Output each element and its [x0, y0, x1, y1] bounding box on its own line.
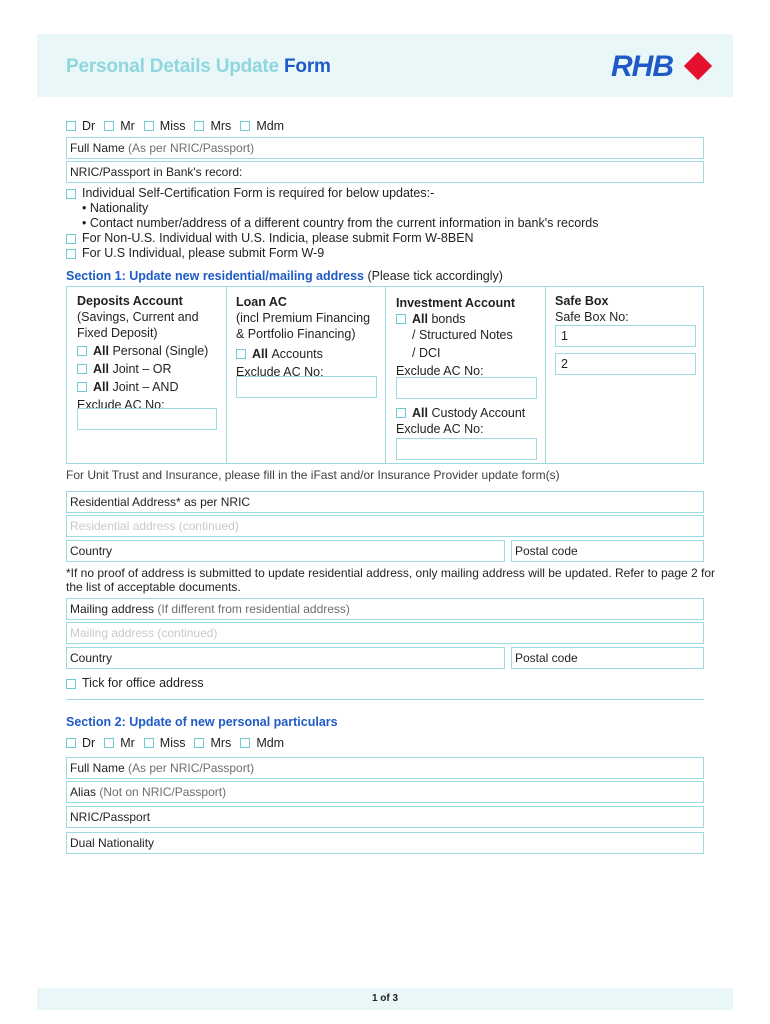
checkbox[interactable] [194, 738, 204, 748]
salutation-dr[interactable]: Dr [66, 736, 95, 750]
deposits-all-joint-and[interactable]: All Joint – AND [77, 379, 222, 395]
section1-title: Section 1: Update new residential/mailing address (Please tick accordingly) [66, 269, 503, 283]
mailing-country-field[interactable]: Country [66, 647, 505, 669]
salutation-mrs[interactable]: Mrs [194, 119, 231, 133]
proof-note-line2: the list of acceptable documents. [66, 580, 241, 594]
salutation-group [66, 119, 293, 133]
new-full-name-field[interactable]: Full Name (As per NRIC/Passport) [66, 757, 704, 779]
checkbox[interactable] [66, 679, 76, 689]
checkbox[interactable] [77, 382, 87, 392]
safebox-no-1[interactable]: 1 [555, 325, 696, 347]
investment-exclude-input-2[interactable] [396, 438, 537, 460]
checkbox[interactable] [144, 738, 154, 748]
investment-all-bonds[interactable]: All bonds [396, 311, 541, 327]
checkbox[interactable] [240, 738, 250, 748]
dual-nationality-field[interactable]: Dual Nationality [66, 832, 704, 854]
full-name-field[interactable]: Full Name (As per NRIC/Passport) [66, 137, 704, 159]
us-option[interactable]: For U.S Individual, please submit Form W-9 [66, 246, 324, 261]
checkbox[interactable] [104, 738, 114, 748]
logo-diamond-icon [684, 52, 712, 80]
bullet-contact: • Contact number/address of a different country from the current information in bank's records [82, 216, 599, 230]
investment-exclude-input-1[interactable] [396, 377, 537, 399]
safebox-no-2[interactable]: 2 [555, 353, 696, 375]
deposits-all-personal[interactable]: All Personal (Single) [77, 343, 222, 359]
deposits-exclude-input[interactable] [77, 408, 217, 430]
salutation-mr[interactable]: Mr [104, 736, 135, 750]
new-nric-field[interactable]: NRIC/Passport [66, 806, 704, 828]
grid-divider [385, 287, 386, 463]
office-address-option[interactable]: Tick for office address [66, 676, 204, 691]
salutation-group-2 [66, 736, 293, 750]
salutation-mr[interactable]: Mr [104, 119, 135, 133]
checkbox[interactable] [66, 738, 76, 748]
investment-column: Investment Account All bonds / Structured Notes / DCI Exclude AC No: [396, 295, 541, 379]
bullet-nationality: • Nationality [82, 201, 149, 215]
checkbox[interactable] [144, 121, 154, 131]
alias-field[interactable]: Alias (Not on NRIC/Passport) [66, 781, 704, 803]
rhb-logo: RHB [611, 50, 715, 84]
residential-country-field[interactable]: Country [66, 540, 505, 562]
residential-postal-field[interactable]: Postal code [511, 540, 704, 562]
salutation-miss[interactable]: Miss [144, 736, 186, 750]
residential-address-cont-field[interactable]: Residential address (continued) [66, 515, 704, 537]
deposits-all-joint-or[interactable]: All Joint – OR [77, 361, 222, 377]
checkbox[interactable] [236, 349, 246, 359]
checkbox[interactable] [66, 121, 76, 131]
residential-address-field[interactable]: Residential Address* as per NRIC [66, 491, 704, 513]
checkbox[interactable] [104, 121, 114, 131]
grid-divider [226, 287, 227, 463]
grid-divider [545, 287, 546, 463]
investment-all-custody[interactable]: All Custody Account [396, 405, 525, 421]
nric-field[interactable]: NRIC/Passport in Bank's record: [66, 161, 704, 183]
salutation-miss[interactable]: Miss [144, 119, 186, 133]
checkbox[interactable] [396, 314, 406, 324]
loan-exclude-input[interactable] [236, 376, 377, 398]
section-divider [66, 699, 704, 700]
non-us-option[interactable]: For Non-U.S. Individual with U.S. Indicia, please submit Form W-8BEN [66, 231, 474, 246]
self-cert-option[interactable]: Individual Self-Certification Form is required for below updates:- [66, 186, 434, 201]
mailing-postal-field[interactable]: Postal code [511, 647, 704, 669]
checkbox[interactable] [66, 234, 76, 244]
mailing-address-cont-field[interactable]: Mailing address (continued) [66, 622, 704, 644]
investment-exclude-label-2: Exclude AC No: [396, 422, 484, 436]
checkbox[interactable] [396, 408, 406, 418]
checkbox[interactable] [77, 364, 87, 374]
deposits-column: Deposits Account (Savings, Current and Fixed Deposit) All Personal (Single) All Joint – OR All Joint – AND Exclude AC No: [77, 293, 222, 413]
proof-note-line1: *If no proof of address is submitted to update residential address, only mailing address will be updated. Refer to page 2 for [66, 566, 716, 580]
unit-trust-note: For Unit Trust and Insurance, please fill in the iFast and/or Insurance Provider update form(s) [66, 468, 560, 482]
checkbox[interactable] [240, 121, 250, 131]
mailing-address-field[interactable]: Mailing address (If different from residential address) [66, 598, 704, 620]
checkbox[interactable] [77, 346, 87, 356]
checkbox[interactable] [66, 189, 76, 199]
account-grid [66, 286, 704, 464]
salutation-mdm[interactable]: Mdm [240, 736, 284, 750]
salutation-dr[interactable]: Dr [66, 119, 95, 133]
section2-title: Section 2: Update of new personal particulars [66, 715, 338, 729]
safebox-column: Safe Box Safe Box No: [555, 294, 629, 324]
loan-column: Loan AC (incl Premium Financing & Portfolio Financing) All Accounts Exclude AC No: [236, 294, 381, 380]
checkbox[interactable] [194, 121, 204, 131]
salutation-mdm[interactable]: Mdm [240, 119, 284, 133]
loan-all-accounts[interactable]: All Accounts [236, 346, 381, 362]
form-title: Personal Details Update Form [66, 56, 331, 77]
salutation-mrs[interactable]: Mrs [194, 736, 231, 750]
checkbox[interactable] [66, 249, 76, 259]
page-number: 1 of 3 [37, 988, 733, 1010]
